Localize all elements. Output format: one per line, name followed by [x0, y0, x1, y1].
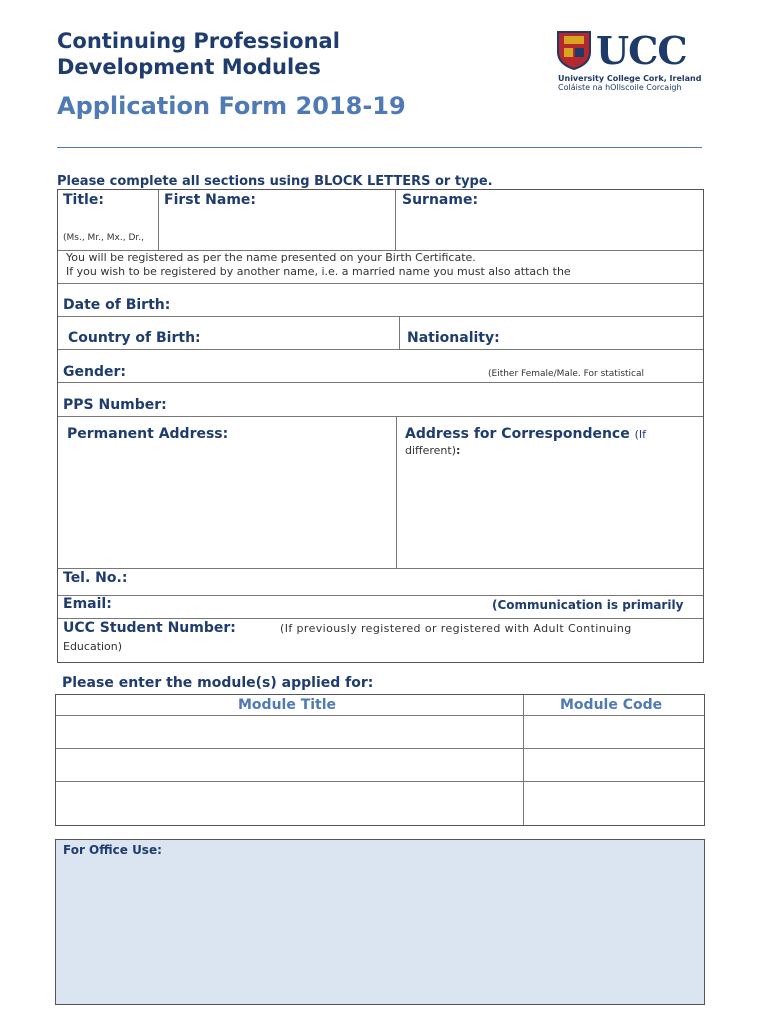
pps-number-field[interactable]: [188, 387, 688, 413]
gender-field[interactable]: [138, 354, 478, 380]
module-title-field-1[interactable]: [57, 716, 522, 747]
divider: [158, 190, 159, 250]
country-of-birth-label: Country of Birth:: [68, 330, 201, 346]
permanent-address-label: Permanent Address:: [67, 426, 229, 442]
correspondence-address-label: Address for Correspondence (If: [405, 426, 647, 442]
divider: [58, 283, 703, 284]
title-divider: [57, 147, 702, 148]
email-field[interactable]: [128, 597, 478, 615]
pps-number-label: PPS Number:: [63, 397, 167, 413]
divider: [58, 416, 703, 417]
divider: [58, 568, 703, 569]
personal-details-section: [57, 189, 704, 663]
logo-english-name: University College Cork, Ireland: [558, 74, 702, 83]
dob-field[interactable]: [188, 290, 688, 314]
tel-field[interactable]: [148, 571, 698, 593]
first-name-field[interactable]: [160, 210, 394, 248]
permanent-address-field[interactable]: [62, 446, 392, 564]
form-title: Application Form 2018-19: [57, 92, 406, 120]
gender-note: (Either Female/Male. For statistical: [488, 369, 645, 379]
gender-label: Gender:: [63, 364, 126, 380]
title-label: Title:: [63, 192, 104, 208]
divider: [58, 618, 703, 619]
divider: [395, 190, 396, 250]
ucc-logo: [556, 28, 702, 92]
title-field[interactable]: [59, 210, 157, 230]
student-number-note-cont: Education): [63, 640, 123, 653]
email-label: Email:: [63, 596, 112, 612]
divider: [58, 382, 703, 383]
header-title: [57, 28, 340, 80]
country-of-birth-field[interactable]: [218, 320, 396, 346]
divider: [399, 316, 400, 349]
nationality-field[interactable]: [518, 320, 698, 346]
nationality-label: Nationality:: [407, 330, 500, 346]
name-note-line2: If you wish to be registered by another name, i.e. a married name you must also attach the: [66, 265, 571, 278]
logo-wordmark: UCC: [596, 28, 687, 73]
module-title-field-2[interactable]: [57, 749, 522, 780]
instructions: Please complete all sections using BLOCK LETTERS or type.: [57, 174, 493, 189]
module-code-field-1[interactable]: [524, 716, 703, 747]
header-title-line2: Development Modules: [57, 55, 321, 79]
modules-label: Please enter the module(s) applied for:: [62, 675, 374, 691]
divider: [396, 416, 397, 568]
surname-label: Surname:: [402, 192, 479, 208]
logo-irish-name: Coláiste na hOllscoile Corcaigh: [558, 83, 682, 92]
correspondence-address-field[interactable]: [400, 462, 700, 564]
modules-table: [55, 694, 705, 826]
dob-label: Date of Birth:: [63, 297, 171, 313]
office-use-label: For Office Use:: [63, 843, 162, 857]
crest-icon: [556, 30, 592, 70]
student-number-note: (If previously registered or registered with Adult Continuing: [280, 622, 632, 635]
tel-label: Tel. No.:: [63, 570, 128, 586]
title-hint: (Ms., Mr., Mx., Dr.,: [63, 233, 144, 243]
divider: [58, 595, 703, 596]
divider: [58, 349, 703, 350]
header-title-line1: Continuing Professional: [57, 29, 340, 53]
module-title-header: Module Title: [238, 697, 337, 713]
divider: [58, 316, 703, 317]
email-note: (Communication is primarily: [492, 598, 684, 612]
module-code-header: Module Code: [560, 697, 663, 713]
module-code-field-2[interactable]: [524, 749, 703, 780]
surname-field[interactable]: [397, 210, 702, 248]
office-use-box: [55, 839, 705, 1005]
module-title-field-3[interactable]: [57, 782, 522, 824]
correspondence-address-note: different):: [405, 444, 461, 457]
first-name-label: First Name:: [164, 192, 257, 208]
module-code-field-3[interactable]: [524, 782, 703, 824]
student-number-label: UCC Student Number:: [63, 620, 236, 636]
name-note-line1: You will be registered as per the name presented on your Birth Certificate.: [66, 251, 476, 264]
